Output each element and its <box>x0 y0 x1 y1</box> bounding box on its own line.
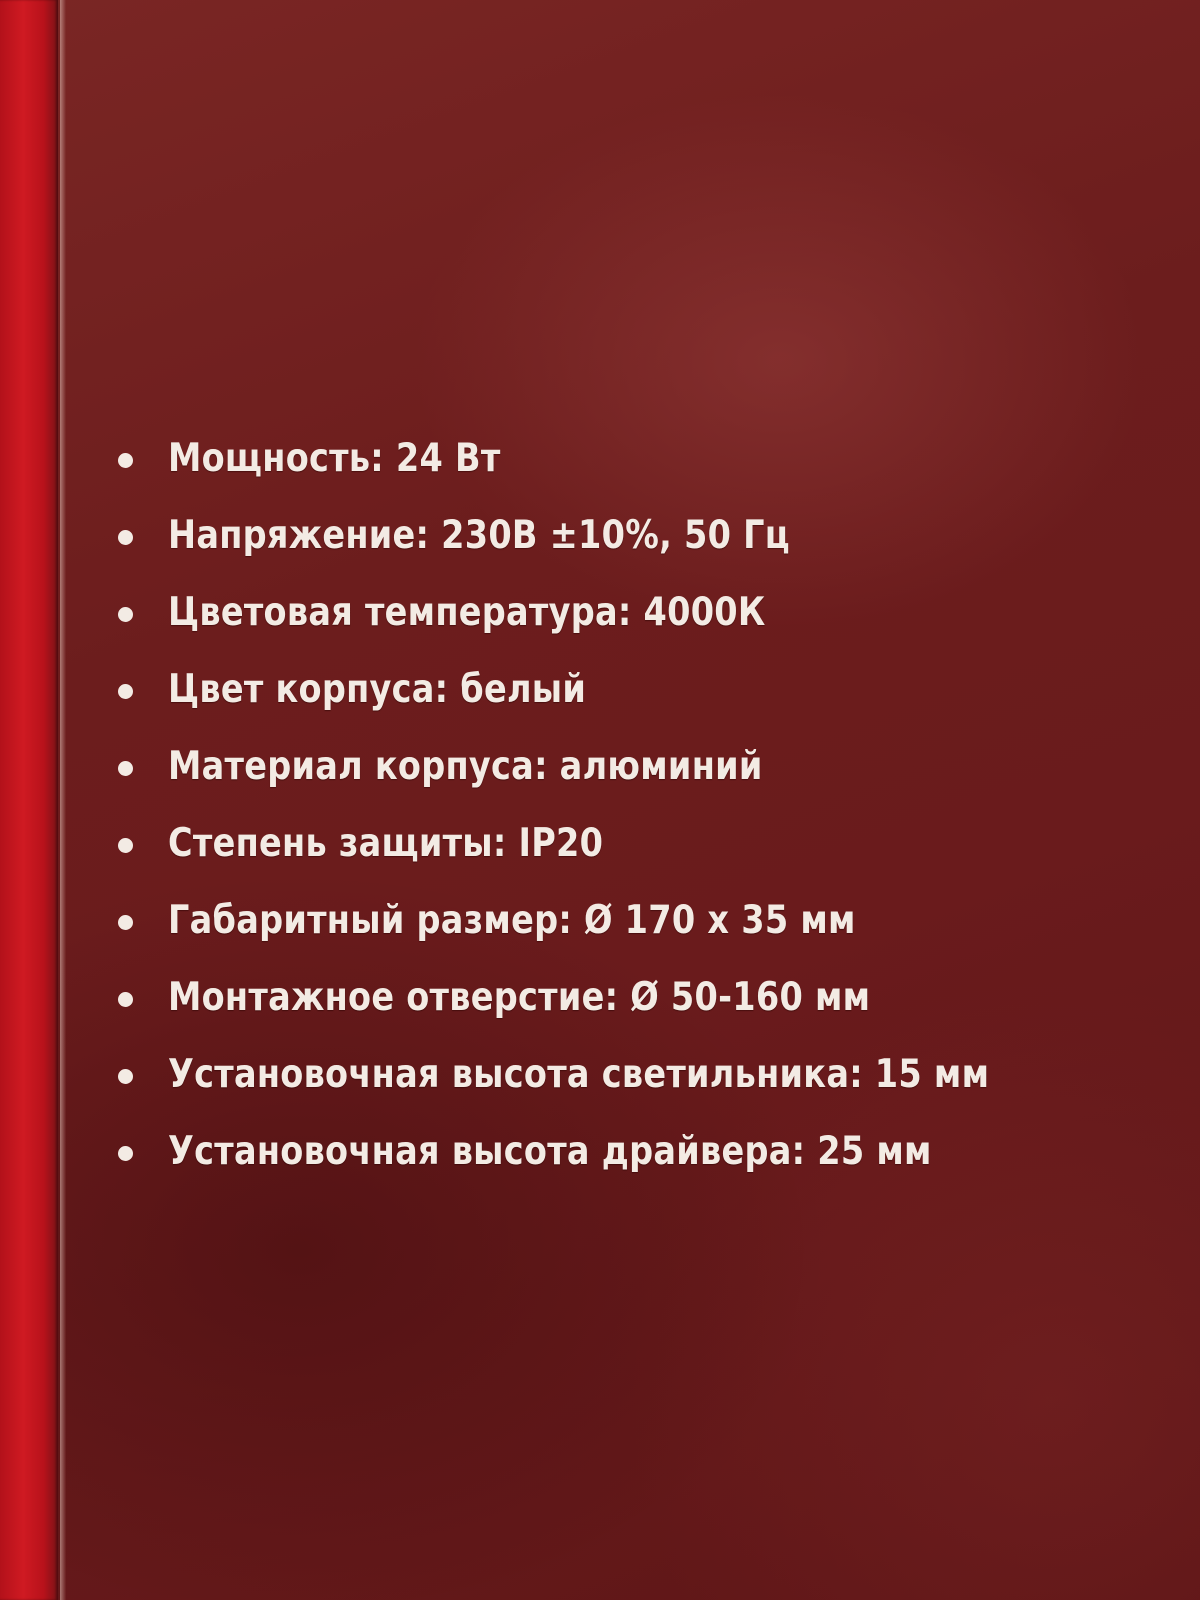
spec-text: Установочная высота светильника: 15 мм <box>168 1052 990 1097</box>
spec-text: Материал корпуса: алюминий <box>168 744 763 789</box>
spec-item-driver-height <box>112 1113 1172 1190</box>
bullet-icon <box>118 453 133 468</box>
spec-text: Установочная высота драйвера: 25 мм <box>168 1129 932 1174</box>
bullet-icon <box>118 1069 133 1084</box>
spec-item-overall-size <box>112 882 1172 959</box>
spec-item-power <box>112 420 1172 497</box>
spec-text: Напряжение: 230В ±10%, 50 Гц <box>168 513 790 558</box>
spec-item-body-color <box>112 651 1172 728</box>
bullet-icon <box>118 838 133 853</box>
bullet-icon <box>118 915 133 930</box>
spec-item-fixture-height <box>112 1036 1172 1113</box>
bullet-icon <box>118 1146 133 1161</box>
spec-text: Степень защиты: IP20 <box>168 821 604 866</box>
bullet-icon <box>118 992 133 1007</box>
bullet-icon <box>118 530 133 545</box>
spec-item-voltage <box>112 497 1172 574</box>
spec-item-protection-rating <box>112 805 1172 882</box>
spec-text: Монтажное отверстие: Ø 50-160 мм <box>168 975 871 1020</box>
bullet-icon <box>118 607 133 622</box>
spec-text: Габаритный размер: Ø 170 х 35 мм <box>168 898 856 943</box>
specification-list <box>112 420 1172 1190</box>
spec-text: Цветовая температура: 4000К <box>168 590 766 635</box>
spec-text: Цвет корпуса: белый <box>168 667 587 712</box>
red-side-edge <box>0 0 58 1600</box>
bullet-icon <box>118 684 133 699</box>
bullet-icon <box>118 761 133 776</box>
spec-item-color-temperature <box>112 574 1172 651</box>
box-fold-line <box>60 0 66 1600</box>
spec-item-mounting-hole <box>112 959 1172 1036</box>
spec-text: Мощность: 24 Вт <box>168 436 501 481</box>
spec-item-body-material <box>112 728 1172 805</box>
